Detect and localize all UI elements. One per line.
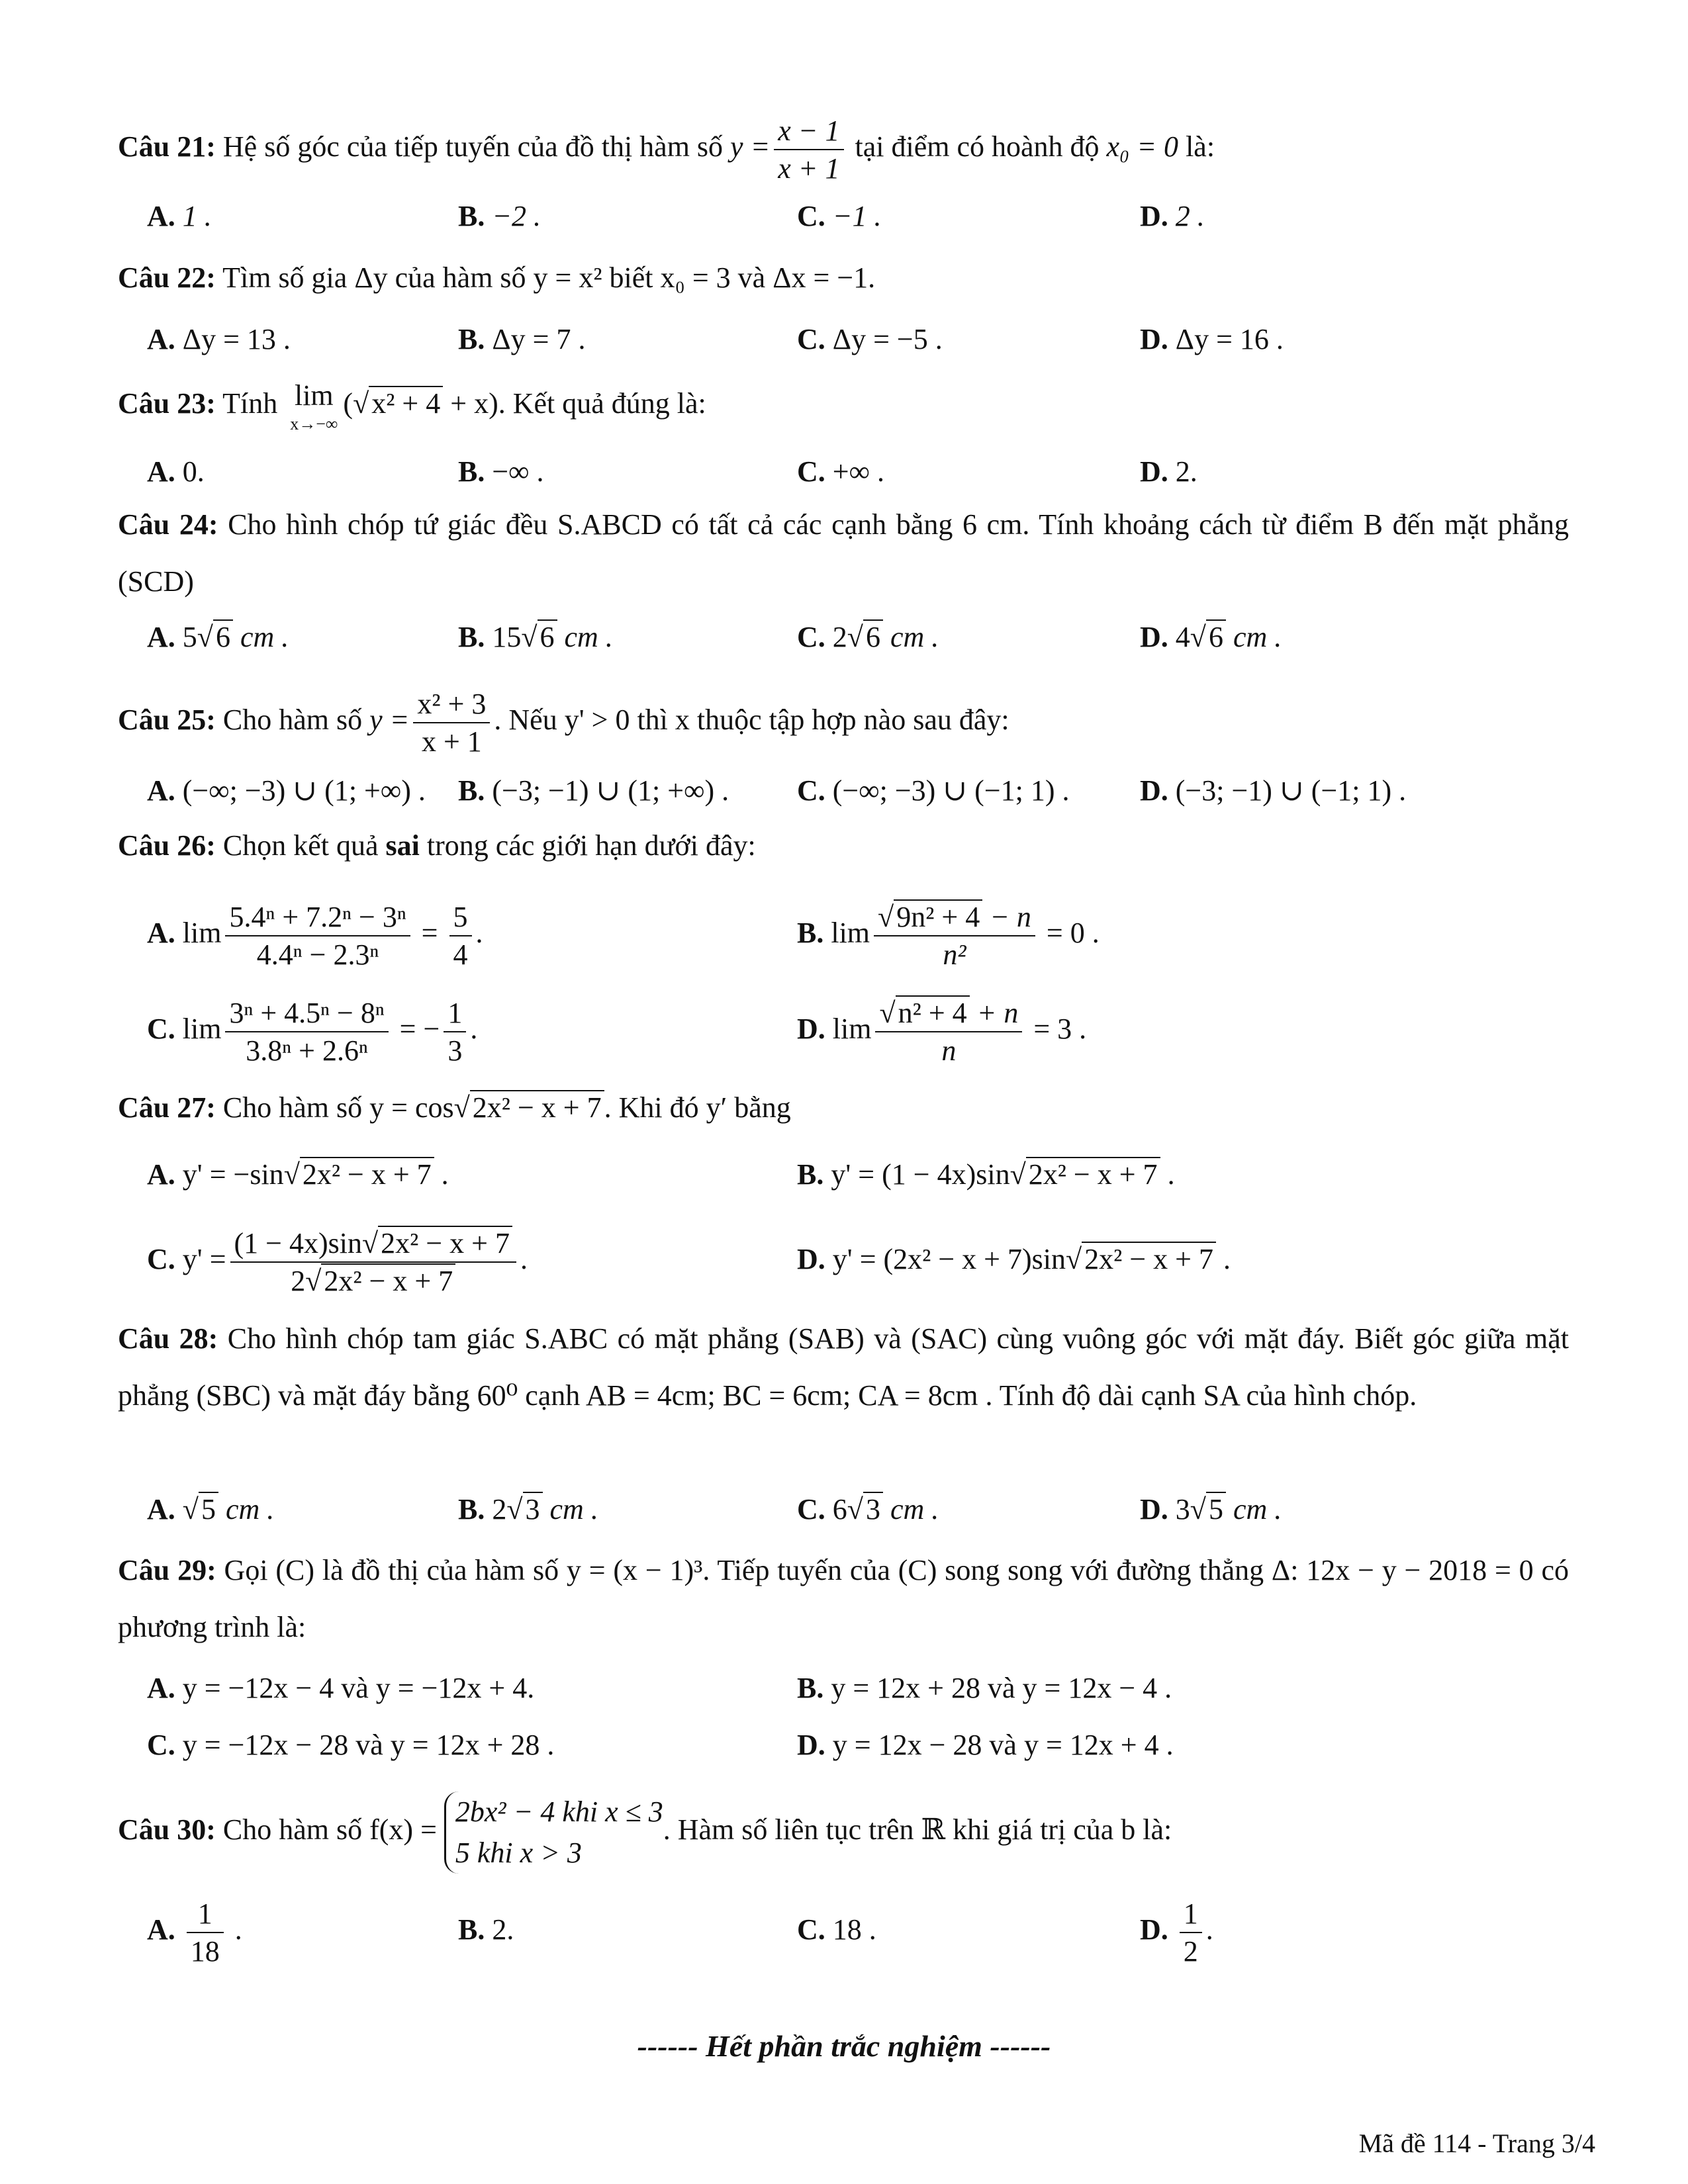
question-23: Câu 23: Tính lim x→−∞ (√x² + 4 + x). Kết quả đúng là: <box>118 375 1569 435</box>
option-b[interactable]: B. y = 12x + 28 và y = 12x − 4 . <box>797 1672 1172 1704</box>
option-c[interactable]: C. y' = $\frac{\text{(1 − 4x)sin√2x² − x + 7}}{\text{2√2x² − x + 7}}$ . <box>147 1216 528 1302</box>
options-24 <box>147 608 1577 667</box>
options-26-cd <box>147 989 1577 1069</box>
options-21 <box>147 187 1577 246</box>
option-b[interactable]: B. 2. <box>458 1913 514 1946</box>
option-b[interactable]: B. 2√3 cm . <box>458 1493 598 1525</box>
option-d[interactable]: D. 3√5 cm . <box>1140 1493 1282 1525</box>
fraction: $\frac{x - 1}{x + 1}$ <box>774 113 843 187</box>
piecewise-brace: 2bx² − 4 khi x ≤ 3 5 khi x > 3 <box>444 1792 663 1874</box>
option-a[interactable]: A. 0. <box>147 455 205 488</box>
option-b[interactable]: B. lim $\frac{\text{√9n² + 4 − n}}{\text{n²}}$ = 0 . <box>797 893 1100 973</box>
options-30 <box>147 1890 1577 1970</box>
fraction: $\frac{\text{x² + 3}}{x + 1}$ <box>413 686 490 760</box>
options-23 <box>147 442 1577 502</box>
option-c[interactable]: C. Δy = −5 . <box>797 323 943 355</box>
limit-operator: lim x→−∞ <box>290 379 338 434</box>
option-b[interactable]: B. (−3; −1) ∪ (1; +∞) . <box>458 774 729 807</box>
option-b[interactable]: B. Δy = 7 . <box>458 323 586 355</box>
option-d[interactable]: D. y' = (2x² − x + 7)sin√2x² − x + 7 . <box>797 1243 1231 1275</box>
option-d[interactable]: D. (−3; −1) ∪ (−1; 1) . <box>1140 774 1407 807</box>
option-d[interactable]: D. y = 12x − 28 và y = 12x + 4 . <box>797 1729 1174 1761</box>
question-24: Câu 24: Cho hình chóp tứ giác đều S.ABCD có tất cả các cạnh bằng 6 cm. Tính khoảng cách từ điểm B đến mặt phẳng (SCD) <box>118 508 1569 598</box>
end-of-section-title: ------ Hết phần trắc nghiệm ------ <box>637 2029 1051 2063</box>
option-a[interactable]: A. Δy = 13 . <box>147 323 291 355</box>
option-b[interactable]: B. −2 . <box>458 200 541 232</box>
option-d[interactable]: D. $\frac{1}{2}$ . <box>1140 1890 1213 1970</box>
question-label: Câu 21: <box>118 130 216 163</box>
option-a[interactable]: A. lim $\frac{\text{5.4ⁿ + 7.2ⁿ − 3ⁿ}}{\text{4.4ⁿ − 2.3ⁿ}}$ = $\frac{5}{4}$ . <box>147 893 483 973</box>
option-a[interactable]: A. $\frac{1}{18}$ . <box>147 1890 242 1970</box>
option-a[interactable]: A. 1 . <box>147 200 212 232</box>
option-c[interactable]: C. 2√6 cm . <box>797 621 939 653</box>
option-c[interactable]: C. 6√3 cm . <box>797 1493 939 1525</box>
option-b[interactable]: B. −∞ . <box>458 455 544 488</box>
option-c[interactable]: C. 18 . <box>797 1913 876 1946</box>
question-25: Câu 25: Cho hàm số y = $\frac{\text{x² + 3}}{x + 1}$ . Nếu y' > 0 thì x thuộc tập hợp nào sau đây: <box>118 686 1569 760</box>
option-c[interactable]: C. y = −12x − 28 và y = 12x + 28 . <box>147 1729 555 1761</box>
question-26: Câu 26: Chọn kết quả sai trong các giới hạn dưới đây: <box>118 829 756 862</box>
option-a[interactable]: A. y' = −sin√2x² − x + 7 . <box>147 1158 449 1191</box>
option-a[interactable]: A. y = −12x − 4 và y = −12x + 4. <box>147 1672 535 1704</box>
question-29: Câu 29: Gọi (C) là đồ thị của hàm số y = (x − 1)³. Tiếp tuyến của (C) song song với đường thẳng Δ: 12x − y − 2018 = 0 có phương trình là: <box>118 1554 1569 1643</box>
option-b[interactable]: B. 15√6 cm . <box>458 621 613 653</box>
option-d[interactable]: D. 2. <box>1140 455 1197 488</box>
option-a[interactable]: A. √5 cm . <box>147 1493 275 1525</box>
page-number: Mã đề 114 - Trang 3/4 <box>1358 2128 1595 2158</box>
option-b[interactable]: B. y' = (1 − 4x)sin√2x² − x + 7 . <box>797 1158 1175 1191</box>
options-29-ab <box>147 1659 1577 1718</box>
option-d[interactable]: D. Δy = 16 . <box>1140 323 1284 355</box>
option-d[interactable]: D. 2 . <box>1140 200 1205 232</box>
question-21: Câu 21: Hệ số góc của tiếp tuyến của đồ thị hàm số y = $\frac{x - 1}{x + 1}$ tại điểm có hoành độ x₀ = 0 là: <box>118 113 1569 187</box>
option-d[interactable]: D. lim $\frac{\text{√n² + 4 + n}}{n}$ = 3 . <box>797 989 1086 1069</box>
option-d[interactable]: D. 4√6 cm . <box>1140 621 1282 653</box>
options-25 <box>147 761 1577 821</box>
option-c[interactable]: C. −1 . <box>797 200 882 232</box>
option-c[interactable]: C. (−∞; −3) ∪ (−1; 1) . <box>797 774 1070 807</box>
option-c[interactable]: C. lim $\frac{\text{3ⁿ + 4.5ⁿ − 8ⁿ}}{\text{3.8ⁿ + 2.6ⁿ}}$ = − $\frac{1}{3}$ . <box>147 989 477 1069</box>
option-c[interactable]: C. +∞ . <box>797 455 884 488</box>
option-a[interactable]: A. 5√6 cm . <box>147 621 289 653</box>
question-28: Câu 28: Cho hình chóp tam giác S.ABC có mặt phẳng (SAB) và (SAC) cùng vuông góc với mặt đáy. Biết góc giữa mặt phẳng (SBC) và mặt đáy bằng 60⁰ cạnh AB = 4cm; BC = 6cm; CA = 8cm . Tính độ dài cạnh SA của hình chóp. <box>118 1322 1569 1412</box>
question-22: Câu 22: Tìm số gia Δy của hàm số y = x² biết x₀ = 3 và Δx = −1. <box>118 261 876 294</box>
options-22 <box>147 310 1577 369</box>
question-27: Câu 27: Cho hàm số y = cos√2x² − x + 7. Khi đó y′ bằng <box>118 1091 791 1124</box>
options-27-cd <box>147 1216 1577 1302</box>
option-a[interactable]: A. (−∞; −3) ∪ (1; +∞) . <box>147 774 426 807</box>
question-30: Câu 30: Cho hàm số f(x) = 2bx² − 4 khi x ≤ 3 5 khi x > 3 . Hàm số liên tục trên ℝ khi giá trị của b là: <box>118 1787 1569 1874</box>
options-27-ab <box>147 1145 1577 1205</box>
options-29-cd <box>147 1715 1577 1775</box>
options-26-ab <box>147 893 1577 973</box>
options-28 <box>147 1480 1577 1539</box>
